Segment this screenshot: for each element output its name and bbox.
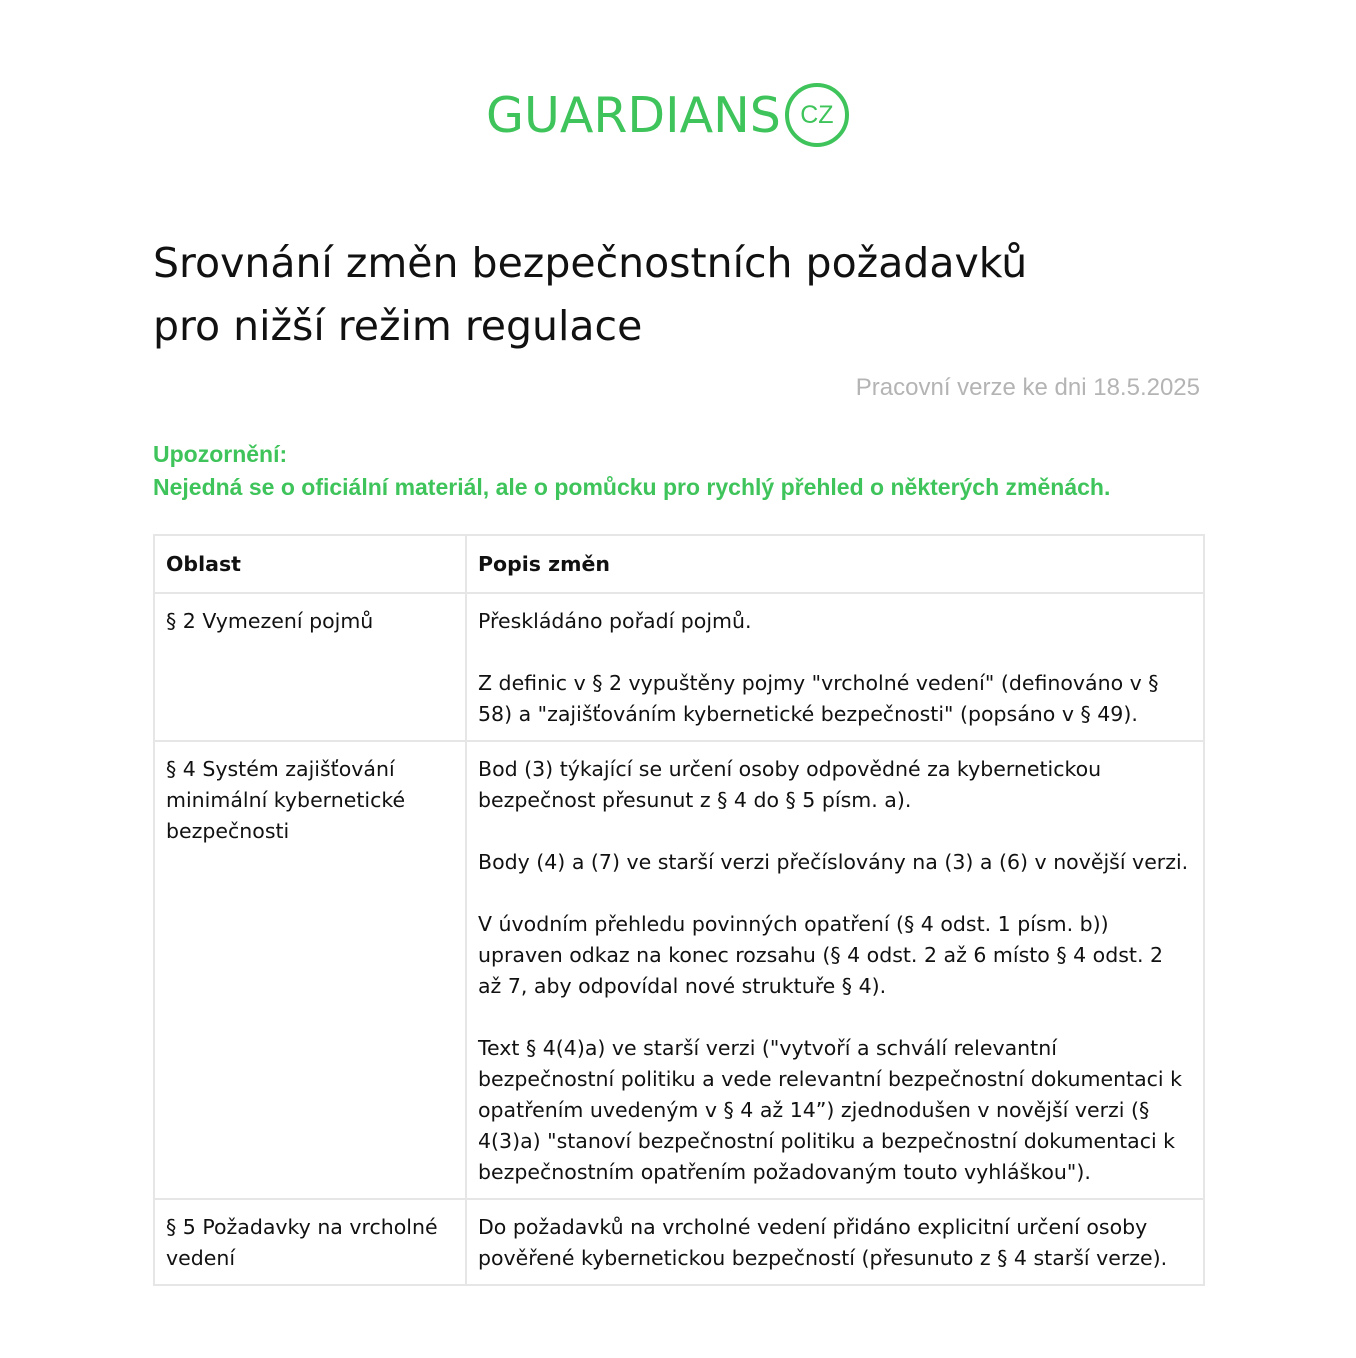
notice-heading: Upozornění: <box>153 441 288 467</box>
table-header-row <box>154 535 1204 593</box>
description-paragraph: Z definic v § 2 vypuštěny pojmy "vrcholné vedení" (definováno v § 58) a "zajišťováním kybernetické bezpečnosti" (popsáno v § 49). <box>478 671 1159 726</box>
description-paragraph: Text § 4(4)a) ve starší verzi ("vytvoří a schválí relevantní bezpečnostní politiku a vede relevantní bezpečnostní dokumentaci k opatřením uvedeným v § 4 až 14”) zjednodušen v novější verzi (§ 4(3)a) "stanoví bezpečnostní politiku a bezpečnostní dokumentaci k bezpečnostním opatřením požadovaným touto vyhláškou"). <box>478 1036 1183 1184</box>
header-area: Oblast <box>154 535 466 593</box>
changes-table-wrapper <box>153 534 1203 1286</box>
logo-wordmark: GUARDIANS <box>486 86 781 144</box>
description-paragraph: Body (4) a (7) ve starší verzi přečíslovány na (3) a (6) v novější verzi. <box>478 850 1189 874</box>
area-cell: § 2 Vymezení pojmů <box>154 593 466 741</box>
description-paragraph: V úvodním přehledu povinných opatření (§ 4 odst. 1 písm. b)) upraven odkaz na konec rozsahu (§ 4 odst. 2 až 6 místo § 4 odst. 2 až 7, aby odpovídal nové struktuře § 4). <box>478 912 1164 998</box>
area-cell: § 4 Systém zajišťování minimální kybernetické bezpečnosti <box>154 741 466 1199</box>
version-note: Pracovní verze ke dni 18.5.2025 <box>855 374 1200 401</box>
document-title <box>153 232 1203 358</box>
logo-cz-badge: CZ <box>785 83 849 147</box>
table-row <box>154 741 1204 1199</box>
description-paragraph: Přeskládáno pořadí pojmů. <box>478 609 752 633</box>
description-cell <box>466 593 1204 741</box>
description-cell <box>466 741 1204 1199</box>
notice-text: Nejedná se o oficiální materiál, ale o pomůcku pro rychlý přehled o některých změnách. <box>153 474 1111 500</box>
description-paragraph: Do požadavků na vrcholné vedení přidáno explicitní určení osoby pověřené kybernetickou bezpečností (přesunuto z § 4 starší verze). <box>478 1215 1168 1270</box>
description-paragraph: Bod (3) týkající se určení osoby odpovědné za kybernetickou bezpečnost přesunut z § 4 do § 5 písm. a). <box>478 757 1102 812</box>
document-title-line-1: Srovnání změn bezpečnostních požadavků <box>153 239 1028 287</box>
header-description: Popis změn <box>466 535 1204 593</box>
description-cell <box>466 1199 1204 1285</box>
document-title-line-2: pro nižší režim regulace <box>153 302 643 350</box>
guardians-logo <box>486 78 849 152</box>
notice-block <box>153 438 1203 504</box>
area-cell: § 5 Požadavky na vrcholné vedení <box>154 1199 466 1285</box>
changes-table <box>153 534 1205 1286</box>
table-row <box>154 593 1204 741</box>
table-row <box>154 1199 1204 1285</box>
